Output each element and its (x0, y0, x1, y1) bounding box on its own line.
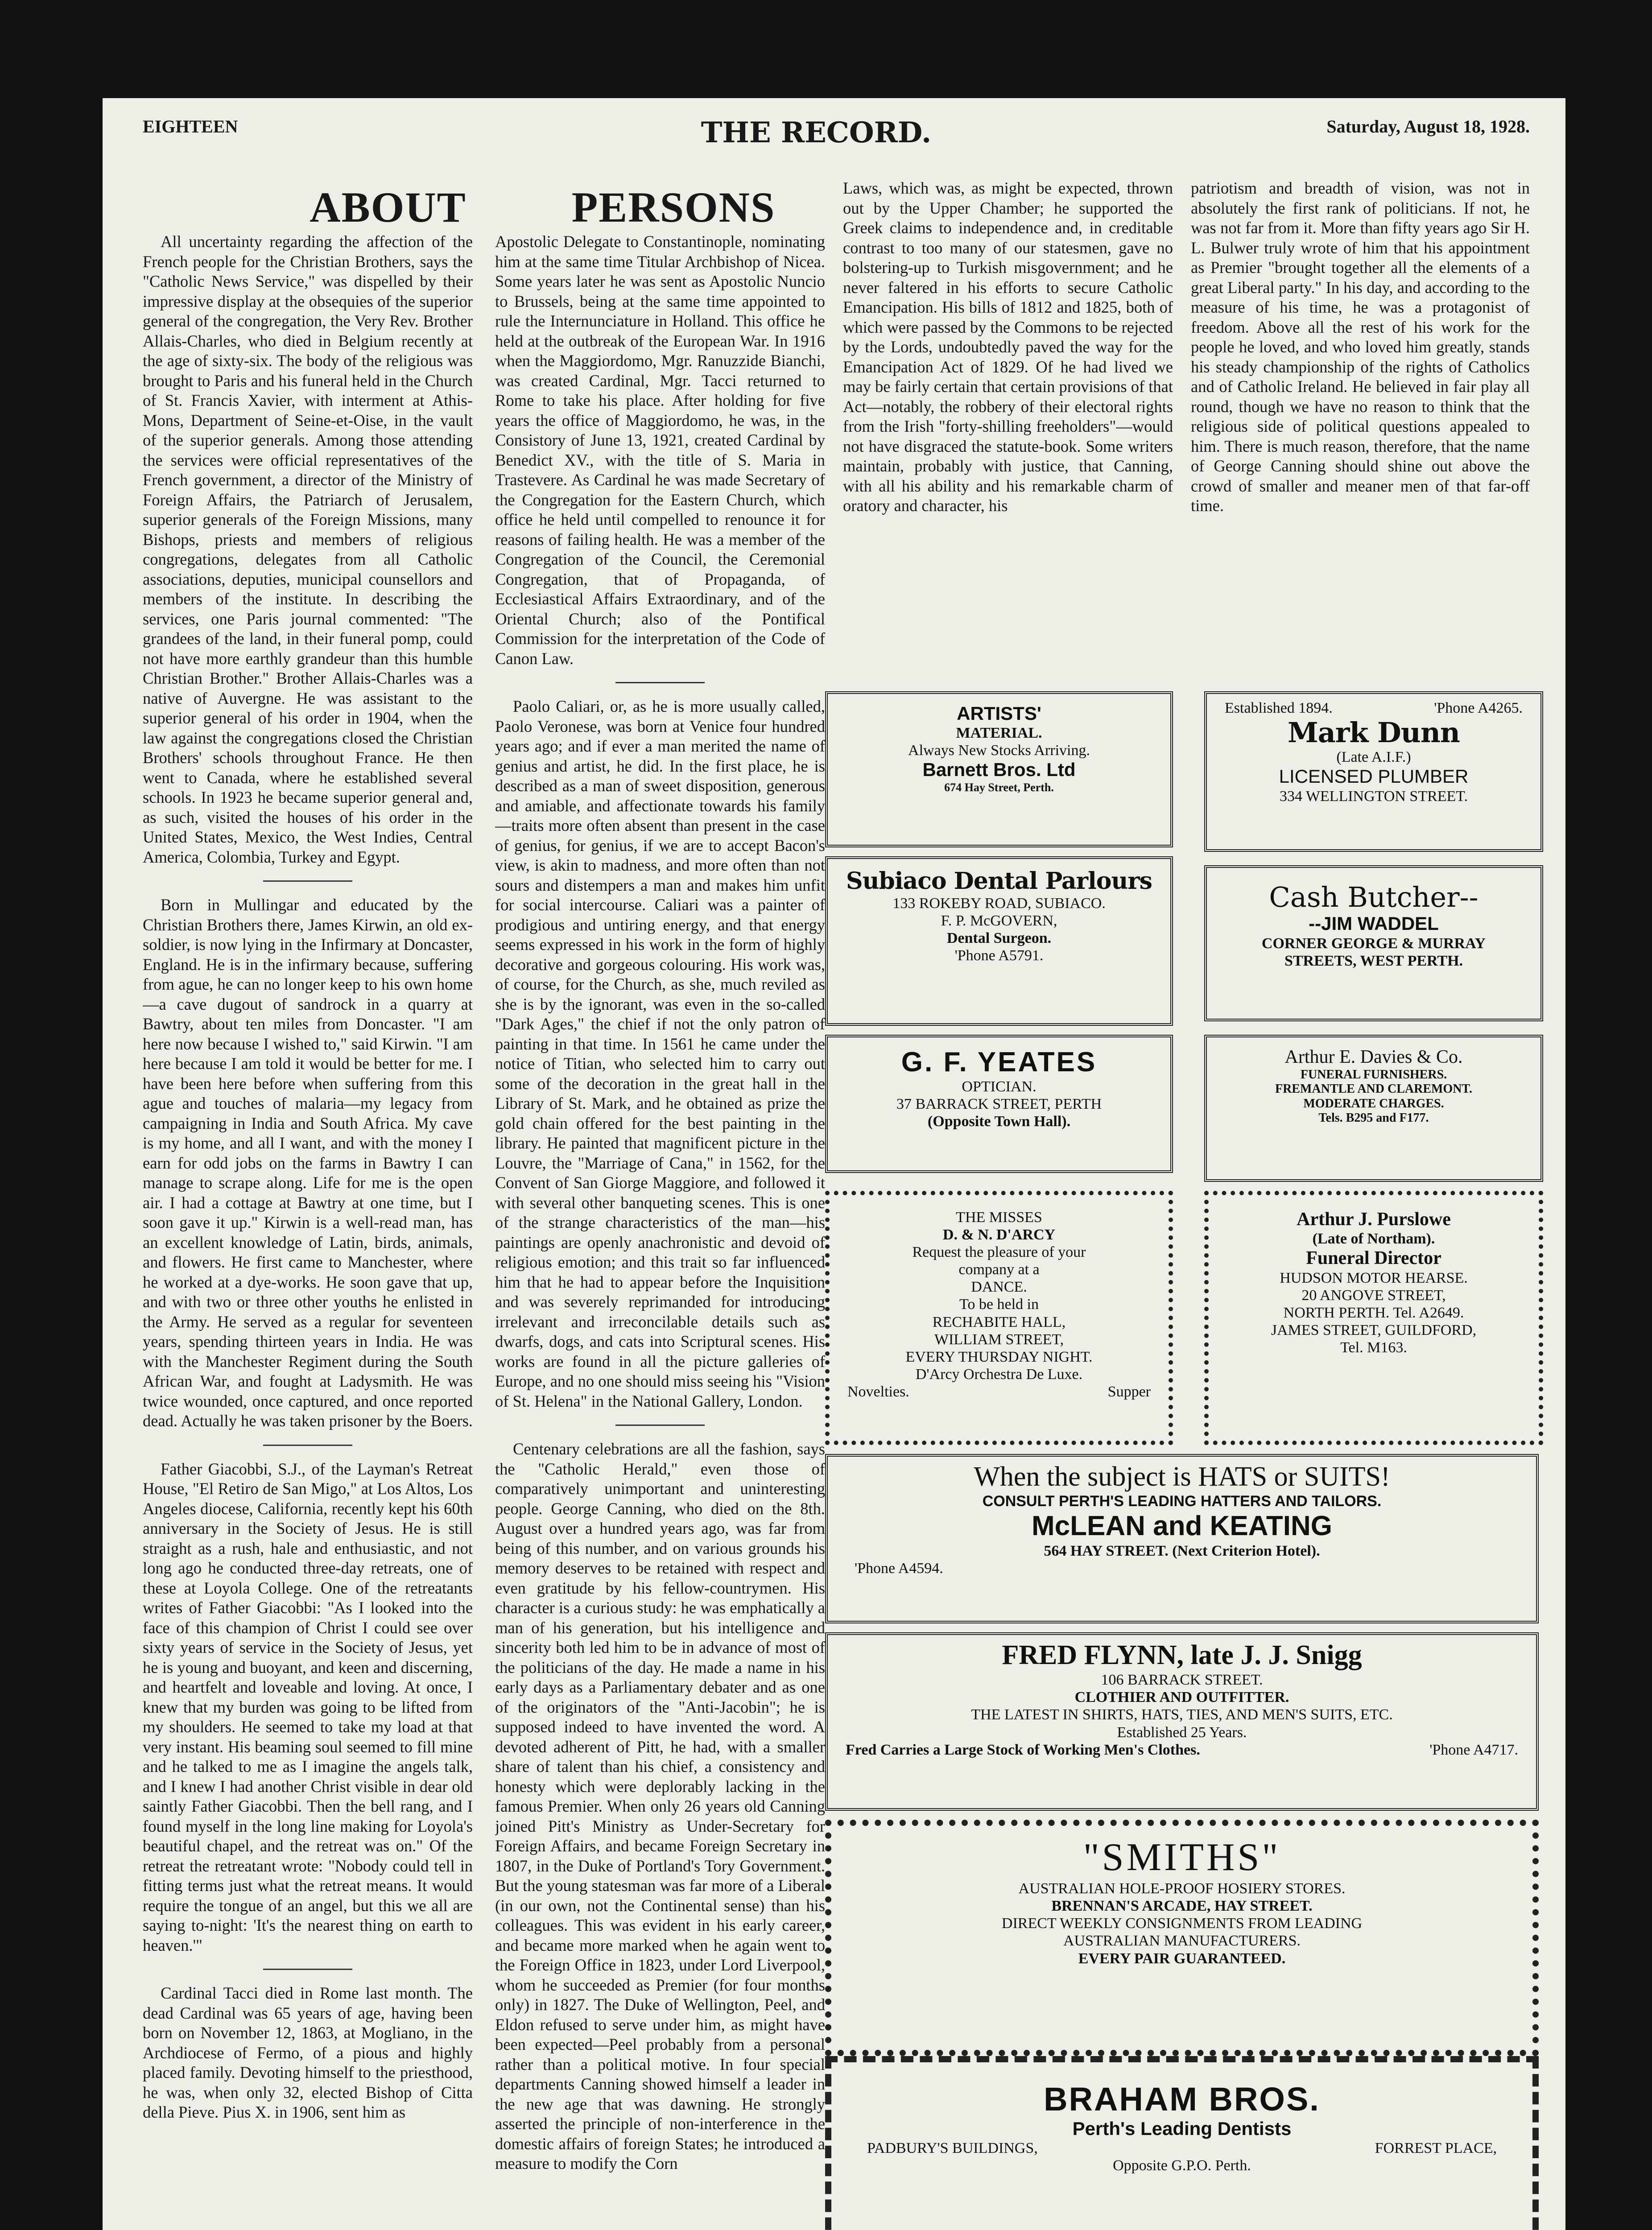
ad-address: 37 BARRACK STREET, PERTH (896, 1096, 1102, 1113)
ad-yeates-optician (825, 1035, 1173, 1173)
ad-phone: 'Phone A4717. (1429, 1741, 1518, 1758)
ad-title: ARTISTS' (957, 703, 1041, 724)
ad-title: When the subject is HATS or SUITS! (974, 1462, 1390, 1492)
ad-phone: Tels. B295 and F177. (1318, 1111, 1429, 1125)
ad-phone: 'Phone A5791. (954, 947, 1044, 964)
ad-line: DIRECT WEEKLY CONSIGNMENTS FROM LEADING (1001, 1915, 1363, 1932)
newspaper-page (103, 98, 1565, 2230)
ad-title: THE MISSES (956, 1209, 1042, 1226)
ad-line: DANCE. (971, 1279, 1027, 1296)
article-column-2 (495, 232, 825, 2230)
ad-name: F. P. McGOVERN, (941, 912, 1057, 929)
ad-line: EVERY PAIR GUARANTEED. (1078, 1950, 1286, 1967)
ad-name: Arthur J. Purslowe (1297, 1209, 1451, 1230)
ad-note: (Opposite Town Hall). (927, 1113, 1071, 1130)
ad-firm: McLEAN and KEATING (1032, 1511, 1332, 1542)
article-heading-persons: PERSONS (571, 183, 776, 231)
ad-subtitle: MATERIAL. (956, 725, 1042, 742)
divider (263, 1969, 352, 1970)
divider (263, 880, 352, 882)
ad-line: BRENNAN'S ARCADE, HAY STREET. (1051, 1898, 1313, 1915)
ad-address: 674 Hay Street, Perth. (944, 780, 1054, 794)
ad-line: THE LATEST IN SHIRTS, HATS, TIES, AND MEN'S SUITS, ETC. (971, 1706, 1393, 1723)
ad-line: RECHABITE HALL, (932, 1313, 1066, 1330)
ad-late: (Late of Northam). (1312, 1231, 1435, 1247)
divider (263, 1445, 352, 1446)
ad-title: Arthur E. Davies & Co. (1284, 1047, 1463, 1067)
ad-address: 334 WELLINGTON STREET. (1279, 788, 1468, 805)
ad-note: Opposite G.P.O. Perth. (1113, 2157, 1251, 2174)
ad-title: FRED FLYNN, late J. J. Snigg (1002, 1640, 1362, 1670)
ad-role: Dental Surgeon. (946, 929, 1052, 946)
ad-cash-butcher (1204, 865, 1543, 1021)
ad-line: HUDSON MOTOR HEARSE. (1280, 1269, 1468, 1286)
ad-address: PADBURY'S BUILDINGS, (867, 2140, 1038, 2157)
ad-line: D'Arcy Orchestra De Luxe. (915, 1366, 1083, 1383)
ad-subtitle: Perth's Leading Dentists (1072, 2118, 1292, 2139)
ad-address: FORREST PLACE, (1375, 2140, 1497, 2157)
ad-address: STREETS, WEST PERTH. (1284, 952, 1463, 969)
article-column-3 (843, 178, 1173, 687)
ad-davies-funeral (1204, 1035, 1543, 1182)
ad-phone: 'Phone A4265. (1434, 700, 1523, 716)
ad-line: Request the pleasure of your (912, 1244, 1086, 1261)
ad-smiths-hosiery (825, 1820, 1539, 2056)
article-column-1 (143, 232, 473, 2230)
ad-line: WILLIAM STREET, (934, 1331, 1064, 1348)
ad-places: FREMANTLE AND CLAREMONT. (1275, 1082, 1473, 1096)
ad-trade: FUNERAL FURNISHERS. (1300, 1068, 1447, 1082)
ad-phone: 'Phone A4594. (855, 1560, 943, 1577)
ad-subtitle: CONSULT PERTH'S LEADING HATTERS AND TAILORS. (982, 1493, 1382, 1510)
paper-title: THE RECORD. (701, 116, 932, 149)
ad-line: JAMES STREET, GUILDFORD, (1271, 1321, 1477, 1338)
ad-fred-flynn (825, 1632, 1539, 1811)
ad-subiaco-dental (825, 856, 1173, 1026)
page-number: EIGHTEEN (143, 116, 238, 136)
ad-role: OPTICIAN. (962, 1078, 1037, 1095)
ad-late: (Late A.I.F.) (1336, 749, 1411, 766)
ad-line: Fred Carries a Large Stock of Working Men's Clothes. (846, 1741, 1200, 1758)
ad-established: Established 25 Years. (1117, 1724, 1247, 1741)
ad-line: Novelties. (847, 1383, 909, 1400)
ad-title: Cash Butcher-- (1269, 881, 1479, 913)
issue-date: Saturday, August 18, 1928. (1326, 116, 1530, 136)
ad-line: AUSTRALIAN MANUFACTURERS. (1063, 1933, 1301, 1949)
ad-role: Funeral Director (1306, 1248, 1441, 1269)
ad-purslowe-funeral (1204, 1191, 1543, 1445)
ad-title: G. F. YEATES (901, 1047, 1097, 1078)
ad-line: Tel. M163. (1340, 1339, 1407, 1356)
ad-mark-dunn (1204, 691, 1543, 852)
paragraph-allais-charles: All uncertainty regarding the affection of the French people for the Christian Brothers, says the "Catholic News Service," was dispelled by their impressive display at the obsequies of the superior general of the congregation, the Very Rev. Brother Allais-Charles, who died in Belgium recently at the age of sixty-six. The body of the religious was brought to Paris and his funeral held in the Church of St. Francis Xavier, with interment at Athis-Mons, Department of Seine-et-Oise, in the vault of the superior generals. Among those attending the services were official representatives of the French government, a director of the Ministry of Foreign Affairs, the Patriarch of Jerusalem, superior generals of the Foreign Missions, many Bishops, priests and members of religious congregations, delegates from all Catholic associations, deputies, municipal counsellors and members of the institute. In describing the services, one Paris journal commented: "The grandees of the land, in their funeral pomp, could not have more earthly grandeur than this humble Christian Brother." Brother Allais-Charles was a native of Auvergne. He was assistant to the superior general of his order in 1904, when the law against the congregations closed the Christian Brothers' schools throughout France. He then went to Canada, where he established several schools. In 1923 he became superior general and, as such, visited the houses of his order in the United States, Mexico, the West Indies, Central America, Colombia, Turkey and Egypt. (143, 232, 473, 866)
ad-address: 106 BARRACK STREET. (1101, 1672, 1263, 1689)
article-column-4 (1191, 178, 1530, 687)
ad-name: Mark Dunn (1287, 716, 1460, 749)
ad-address: CORNER GEORGE & MURRAY (1261, 935, 1486, 952)
ad-line: Always New Stocks Arriving. (908, 742, 1090, 759)
ad-mclean-keating (825, 1454, 1539, 1623)
ad-title: "SMITHS" (1083, 1836, 1281, 1879)
paragraph-canning-end: patriotism and breadth of vision, was not in absolutely the first rank of politicians. If not, he was not far from it. More than fifty years ago Sir H. L. Bulwer truly wrote of him that his appointment as Premier "brought together all the elements of a great Liberal party." In his day, and according to the measure of his time, he was a protagonist of freedom. Above all the rest of his work for the people he loved, and who loved him greatly, stands his steady championship of the rights of Catholics and of Catholic Ireland. He believed in fair play all round, though we have no reason to think that the religious side of political questions appealed to him. There is much reason, therefore, that the name of George Canning should shine out above the crowd of smaller and meaner men of that far-off time. (1191, 179, 1530, 515)
ad-address: 133 ROKEBY ROAD, SUBIACO. (892, 895, 1106, 912)
divider (615, 1425, 705, 1426)
ad-names: D. & N. D'ARCY (942, 1226, 1056, 1243)
ad-trade: CLOTHIER AND OUTFITTER. (1074, 1689, 1289, 1706)
ad-line: To be held in (959, 1296, 1039, 1313)
ad-charges: MODERATE CHARGES. (1303, 1096, 1444, 1111)
paragraph-kirwin: Born in Mullingar and educated by the Christian Brothers there, James Kirwin, an old ex-soldier, is now lying in the Infirmary at Doncaster, England. He is in the infirmary because, suffering from ague, he can no longer keep to his own home—a cave dugout of sandrock in a quarry at Bawtry, about ten miles from Doncaster. "I am here now because I wished to," said Kirwin. "I am here because I am told it would be better for me. I have been here before when suffering from this ague and touches of malaria—my legacy from campaigning in India and South Africa. My cave is my home, and all I want, and with the money I earn for odd jobs on the farms in Bawtry I can manage to scrape along. Life for me is the open air. I had a cottage at Bawtry at one time, but I soon gave it up." Kirwin is a well-read man, has an excellent knowledge of Latin, birds, animals, and flowers. He first came to Manchester, where he worked at a dye-works. He soon gave that up, and with two or three other youths he enlisted in the Army. He served as a regular for seventeen years, spending thirteen years in India. He was with the Manchester Regiment during the South African War, and fought at Ladysmith. He was twice wounded, once captured, and once reported dead. Actually he was taken prisoner by the Boers. (143, 896, 473, 1430)
ad-line: Supper (1107, 1383, 1151, 1400)
paragraph-tacci-continued: Apostolic Delegate to Constantinople, nominating him at the same time Titular Archbishop of Nicea. Some years later he was sent as Apostolic Nuncio to Brussels, being at the same time appointed to rule the Internunciature in Holland. This office he held at the outbreak of the European War. In 1916 when the Maggiordomo, Mgr. Ranuzzide Bianchi, was created Cardinal, Mgr. Tacci returned to Rome to take his place. After holding for five years the office of Maggiordomo, he was, in the Consistory of June 13, 1921, created Cardinal by Benedict XV., with the title of S. Maria in Trastevere. As Cardinal he was made Secretary of the Congregation for the Eastern Church, which office he held until compelled to renounce it for reasons of failing health. He was a member of the Congregation of the Council, the Ceremonial Congregation, that of Propaganda, of Ecclesiastical Affairs Extraordinary, and of the Oriental Church; also of the Pontifical Commission for the interpretation of the Code of Canon Law. (495, 232, 825, 668)
ad-line: company at a (958, 1261, 1040, 1278)
ad-darcy-dance (825, 1191, 1173, 1445)
ad-title: BRAHAM BROS. (1044, 2081, 1320, 2118)
ad-firm: Barnett Bros. Ltd (922, 759, 1076, 780)
paragraph-veronese: Paolo Caliari, or, as he is more usually called, Paolo Veronese, was born at Venice four hundred years ago; and if ever a man merited the name of genius and artist, he did. In the first place, he is described as a man of sweet disposition, generous and amiable, and affectionate towards his family—traits more often absent than present in the case of genius, for genius, if we are to accept Bacon's view, is akin to madness, and more often than not sours and distempers a man and makes him unfit for social intercourse. Caliari was a painter of prodigious and untiring energy, and that energy seems expressed in his work in the form of highly decorative and gorgeous colouring. His work was, of course, for the Church, as she, much reviled as she is by the ignorant, was even in the so-called "Dark Ages," the chief if not the only patron of painting in that time. In 1561 he came under the notice of Titian, who selected him to carry out some of the decoration in the great hall in the Library of St. Mark, and he obtained as prize the gold chain offered for the best painting in the library. He painted that magnificent picture in the Louvre, the "Marriage of Cana," in 1562, for the Convent of San Giorge Maggiore, and followed it with several other banqueting scenes. This is one of the strange characteristics of the man—his paintings are openly anachronistic and devoid of religious emotion; and this trait so far influenced him that he had to appear before the Inquisition and was severely reprimanded for introducing irrelevant and irreconcilable details such as dwarfs, dogs, and cats into Scriptural scenes. His works are found in all the picture galleries of Europe, and no one should miss seeing his "Vision of St. Helena" in the National Gallery, London. (495, 697, 825, 1410)
ad-title: Subiaco Dental Parlours (846, 867, 1152, 895)
article-heading-about: ABOUT (310, 183, 467, 231)
ad-address: 564 HAY STREET. (Next Criterion Hotel). (1044, 1542, 1320, 1559)
ad-established: Established 1894. (1225, 700, 1333, 716)
ad-line: 20 ANGOVE STREET, (1301, 1287, 1446, 1304)
ad-artists-materials (825, 691, 1173, 847)
ad-line: EVERY THURSDAY NIGHT. (905, 1348, 1093, 1365)
ad-line: NORTH PERTH. Tel. A2649. (1283, 1304, 1464, 1321)
ad-braham-bros (825, 2056, 1539, 2230)
paragraph-canning: Centenary celebrations are all the fashion, says the "Catholic Herald," even those of comparatively unimportant and uninteresting people. George Canning, who died on the 8th. August over a hundred years ago, was far from being of this number, and on various grounds his memory deserves to be retained with respect and even gratitude by his fellow-countrymen. His character is a curious study: he was emphatically a man of his generation, but his intelligence and sincerity both led him to be in advance of most of the politicians of the day. He made a name in his early days as a Parliamentary debater and as one of the originators of the "Anti-Jacobin"; he is supposed indeed to have invented the word. A devoted adherent of Pitt, he had, with a smaller share of talent than his chief, a consistency and honesty which were deplorably lacking in the famous Premier. When only 26 years old Canning joined Pitt's Ministry as Under-Secretary for Foreign Affairs, and became Foreign Secretary in 1807, in the Duke of Portland's Tory Government. But the young statesman was far more of a Liberal (in our own, not the Continental sense) than his colleagues. This was evident in his early career, and became more marked when he again went to the Foreign Office in 1823, under Lord Liverpool, whom he succeeded as Premier (for four months only) in 1827. The Duke of Wellington, Peel, and Eldon refused to serve under him, as might have been expected—Peel probably from a personal rather than a political motive. In four special departments Canning showed himself a leader in the new age that was dawning. He strongly asserted the principle of non-interference in the domestic affairs of foreign States; he introduced a measure to modify the Corn (495, 1440, 825, 2172)
ad-trade: LICENSED PLUMBER (1279, 766, 1469, 787)
paragraph-giacobbi: Father Giacobbi, S.J., of the Layman's Retreat House, "El Retiro de San Migo," at Los Altos, Los Angeles diocese, California, recently kept his 60th anniversary in the Society of Jesus. He is still straight as a rush, hale and enthusiastic, and not long ago he conducted three-day retreats, one of these at Loyola College. One of the retreatants writes of Father Giacobbi: "As I looked into the face of this champion of Christ I could see over sixty years of service in the Society of Jesus, yet he is young and buoyant, and keen and discerning, and heartfelt and loveable and loving. At once, I knew that my burden was going to be lifted from my shoulders. He seemed to take my load at that very instant. His beaming soul seemed to fill mine and he talked to me as I imagine the angels talk, and I knew I had another Christ visible in dear old saintly Father Giacobbi. Then the bell rang, and I found myself in the long line making for Loyola's beautiful chapel, and the retreat was on." Of the retreat the retreatant wrote: "Nobody could tell in fitting terms just what the retreat means. It would require the tongue of an angel, but this we all are saying to-night: 'It's the nearest thing on earth to heaven.'" (143, 1459, 473, 1954)
ad-line: AUSTRALIAN HOLE-PROOF HOSIERY STORES. (1018, 1880, 1346, 1897)
ad-name: --JIM WADDEL (1309, 913, 1439, 934)
paragraph-tacci: Cardinal Tacci died in Rome last month. The dead Cardinal was 65 years of age, having been born on November 12, 1863, at Mogliano, in the Archdiocese of Fermo, of a pious and highly placed family. Devoting himself to the priesthood, he was, when only 32, elected Bishop of Citta della Pieve. Pius X. in 1906, sent him as (143, 1984, 473, 2121)
paragraph-canning-continued: Laws, which was, as might be expected, thrown out by the Upper Chamber; he supported the Greek claims to independence and, in creditable contrast to too many of our statesmen, gave no bolstering-up to Turkish misgovernment; and he never faltered in his efforts to secure Catholic Emancipation. His bills of 1812 and 1825, both of which were passed by the Commons to be rejected by the Lords, undoubtedly paved the way for the Emancipation Act of 1829. Of he had lived we may be fairly certain that certain provisions of that Act—notably, the robbery of their electoral rights from the Irish "forty-shilling freeholders"—would not have disgraced the statute-book. Some writers maintain, probably with justice, that Canning, with all his ability and his remarkable charm of oratory and character, his (843, 179, 1173, 515)
divider (615, 682, 705, 683)
